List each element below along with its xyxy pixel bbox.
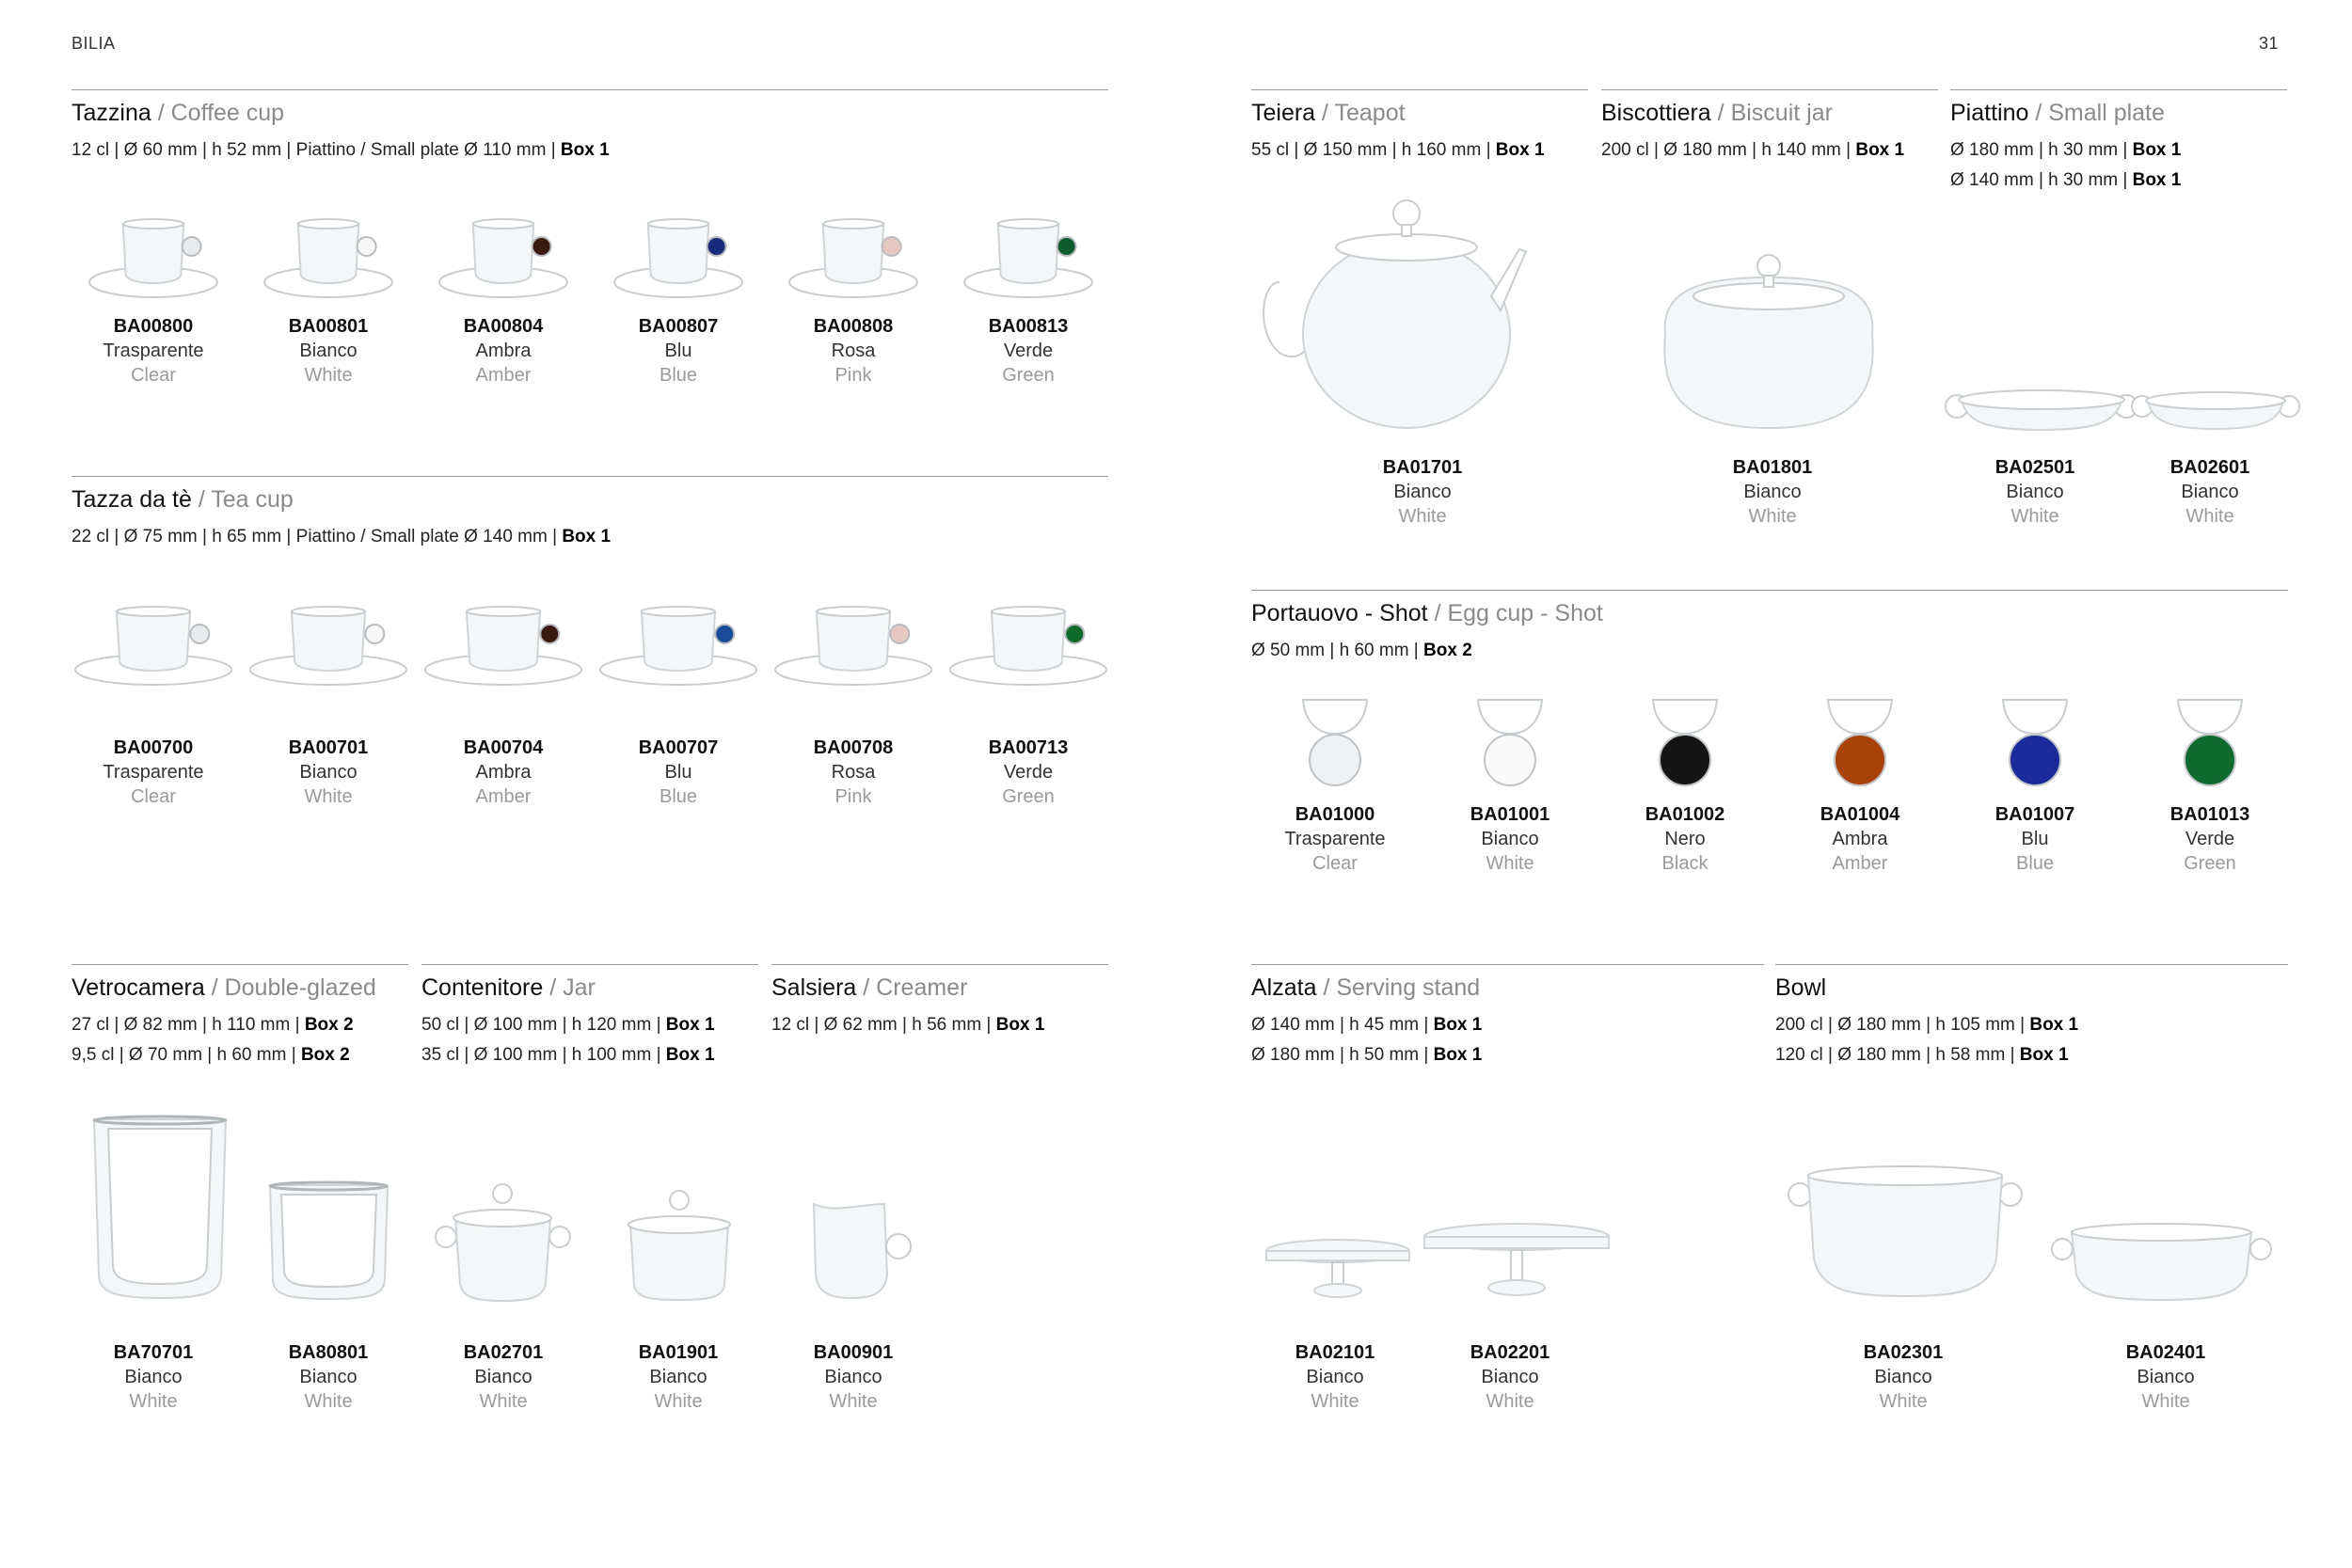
section-spec: 200 cl | Ø 180 mm | h 140 mm | Box 1 <box>1601 140 1905 160</box>
product-color-it: Ambra <box>1832 829 1888 849</box>
product-color-it: Verde <box>1003 762 1054 783</box>
egg-cup-image <box>2172 694 2248 788</box>
cup-body <box>823 224 883 283</box>
product-color-it: Bianco <box>1743 482 1802 502</box>
cup-rim <box>992 607 1065 616</box>
section-spec: Ø 50 mm | h 60 mm | Box 2 <box>1251 641 1472 660</box>
handle-knob <box>183 237 201 256</box>
handle-knob <box>707 237 726 256</box>
handle-knob <box>540 625 559 643</box>
section-divider <box>72 476 1108 477</box>
product-card <box>69 736 238 809</box>
product-code: BA02601 <box>2169 457 2250 478</box>
biscuit-jar-image <box>1651 249 1886 437</box>
section-contenitore <box>421 964 758 1070</box>
handle-knob <box>882 237 901 256</box>
cup-rim <box>467 607 540 616</box>
section-tazza-da-te <box>72 476 1108 552</box>
jar-small-image <box>623 1187 736 1302</box>
product-card <box>1425 1340 1595 1414</box>
tea-cup-image <box>248 594 427 698</box>
section-vetrocamera <box>72 964 408 1070</box>
product-color-it: Bianco <box>299 341 358 361</box>
section-spec: Ø 180 mm | h 30 mm | Box 1 Ø 140 mm | h 30 mm | Box 1 <box>1950 140 2182 190</box>
product-color-en: Pink <box>834 786 872 807</box>
cup-rim <box>648 219 708 229</box>
product-card <box>2125 802 2295 876</box>
section-title: Piattino / Small plate <box>1950 100 2165 126</box>
product-code: BA01007 <box>1994 804 2075 825</box>
product-color-it: Blu <box>664 341 692 361</box>
section-teiera <box>1251 89 1588 166</box>
section-divider <box>1251 964 1764 965</box>
section-divider <box>72 964 408 965</box>
product-color-it: Ambra <box>475 762 532 783</box>
tea-cup-image <box>423 594 602 698</box>
product-code: BA01004 <box>1820 804 1900 825</box>
double-glazed-tall-image <box>89 1115 230 1303</box>
product-card <box>244 314 413 388</box>
egg-cup-base <box>1660 735 1710 785</box>
product-color-en: White <box>2185 506 2234 527</box>
product-color-en: Blue <box>659 786 698 807</box>
product-card <box>1425 802 1595 876</box>
product-code: BA01801 <box>1732 457 1813 478</box>
section-salsiera <box>771 964 1108 1040</box>
product-color-en: Green <box>1002 786 1055 807</box>
bowl-large-image <box>1788 1155 2023 1301</box>
cup-body <box>817 611 890 671</box>
egg-cup-top <box>1653 700 1717 734</box>
product-color-it: Nero <box>1664 829 1706 849</box>
bowl-small-image <box>2051 1213 2272 1303</box>
egg-cup-image <box>1822 694 1898 788</box>
product-code: BA01002 <box>1645 804 1725 825</box>
creamer-image <box>804 1199 917 1303</box>
teapot-image <box>1251 193 1534 437</box>
product-color-it: Bianco <box>824 1367 882 1387</box>
product-card <box>244 1340 413 1414</box>
product-color-en: White <box>1748 506 1797 527</box>
section-title: Tazzina / Coffee cup <box>72 100 285 126</box>
handle-knob <box>890 625 909 643</box>
product-code: BA00807 <box>638 316 719 337</box>
cup-body <box>992 611 1065 671</box>
section-spec: 200 cl | Ø 180 mm | h 105 mm | Box 1 120 cl | Ø 180 mm | h 58 mm | Box 1 <box>1775 1015 2079 1065</box>
product-color-en: Clear <box>1312 853 1358 874</box>
product-card <box>594 736 763 809</box>
section-spec: 12 cl | Ø 60 mm | h 52 mm | Piattino / Small plate Ø 110 mm | Box 1 <box>72 140 610 160</box>
jar-large-image <box>435 1180 571 1303</box>
product-code: BA00707 <box>638 737 719 758</box>
handle-knob <box>1057 237 1076 256</box>
section-title: Contenitore / Jar <box>421 974 596 1001</box>
product-code: BA00901 <box>813 1342 894 1363</box>
section-title: Vetrocamera / Double-glazed <box>72 974 376 1001</box>
product-color-it: Bianco <box>299 1367 358 1387</box>
cup-body <box>642 611 715 671</box>
cup-body <box>117 611 190 671</box>
cup-body <box>292 611 365 671</box>
egg-cup-base <box>1835 735 1885 785</box>
product-color-it: Bianco <box>1306 1367 1364 1387</box>
product-code: BA00701 <box>288 737 369 758</box>
egg-cup-top <box>1478 700 1542 734</box>
tea-cup-image <box>948 594 1127 698</box>
section-biscottiera <box>1601 89 1938 166</box>
egg-cup-base <box>2185 735 2235 785</box>
section-title: Alzata / Serving stand <box>1251 974 1481 1001</box>
product-code: BA00804 <box>463 316 544 337</box>
cup-rim <box>473 219 533 229</box>
product-code: BA80801 <box>288 1342 369 1363</box>
cup-rim <box>298 219 358 229</box>
product-color-en: White <box>129 1391 178 1412</box>
product-card <box>944 736 1113 809</box>
product-code: BA00704 <box>463 737 544 758</box>
product-color-en: Green <box>2184 853 2236 874</box>
product-code: BA00713 <box>988 737 1069 758</box>
egg-cup-top <box>2003 700 2067 734</box>
product-color-it: Bianco <box>299 762 358 783</box>
cup-body <box>473 224 533 283</box>
section-bowl <box>1775 964 2288 1070</box>
product-color-en: White <box>1311 1391 1359 1412</box>
serving-stand-large-image <box>1421 1218 1613 1305</box>
product-color-it: Trasparente <box>103 341 204 361</box>
coffee-cup-image <box>962 207 1113 310</box>
section-divider <box>1601 89 1938 90</box>
section-spec: 27 cl | Ø 82 mm | h 110 mm | Box 2 9,5 cl | Ø 70 mm | h 60 mm | Box 2 <box>72 1015 354 1065</box>
cup-body <box>648 224 708 283</box>
product-code: BA00800 <box>113 316 194 337</box>
product-card <box>1250 1340 1420 1414</box>
product-code: BA01013 <box>2169 804 2250 825</box>
handle-knob <box>358 237 376 256</box>
product-color-it: Bianco <box>474 1367 532 1387</box>
coffee-cup-image <box>612 207 763 310</box>
product-color-it: Bianco <box>1481 1367 1539 1387</box>
product-code: BA01000 <box>1295 804 1375 825</box>
cup-body <box>467 611 540 671</box>
section-spec: 12 cl | Ø 62 mm | h 56 mm | Box 1 <box>771 1015 1045 1035</box>
product-color-it: Bianco <box>124 1367 183 1387</box>
product-color-it: Bianco <box>2181 482 2239 502</box>
product-color-it: Rosa <box>831 341 876 361</box>
product-color-en: White <box>1486 853 1534 874</box>
product-color-it: Blu <box>2021 829 2049 849</box>
tea-cup-image <box>598 594 777 698</box>
product-card <box>769 1340 938 1414</box>
section-divider <box>72 89 1108 90</box>
section-divider <box>1251 89 1588 90</box>
double-glazed-short-image <box>265 1180 392 1303</box>
egg-cup-image <box>1472 694 1548 788</box>
egg-cup-top <box>2178 700 2242 734</box>
section-divider <box>1950 89 2287 90</box>
handle-knob <box>1065 625 1084 643</box>
product-color-en: White <box>1486 1391 1534 1412</box>
product-color-it: Ambra <box>475 341 532 361</box>
cup-rim <box>117 607 190 616</box>
product-code: BA01001 <box>1470 804 1550 825</box>
product-color-it: Bianco <box>1393 482 1452 502</box>
product-color-en: White <box>304 1391 353 1412</box>
product-code: BA70701 <box>113 1342 194 1363</box>
product-card <box>769 736 938 809</box>
product-card <box>1950 455 2120 529</box>
product-card <box>1775 802 1945 876</box>
egg-cup-base <box>2010 735 2060 785</box>
product-code: BA00708 <box>813 737 894 758</box>
serving-stand-small-image <box>1261 1234 1416 1305</box>
product-color-en: Clear <box>131 786 176 807</box>
egg-cup-base <box>1485 735 1535 785</box>
egg-cup-image <box>1297 694 1373 788</box>
cup-rim <box>292 607 365 616</box>
product-color-it: Rosa <box>831 762 876 783</box>
coffee-cup-image <box>87 207 238 310</box>
product-card <box>1950 802 2120 876</box>
coffee-cup-image <box>437 207 588 310</box>
tea-cup-image <box>773 594 952 698</box>
product-color-en: White <box>1879 1391 1928 1412</box>
product-color-it: Bianco <box>1481 829 1539 849</box>
section-alzata <box>1251 964 1764 1070</box>
cup-rim <box>998 219 1058 229</box>
section-divider <box>421 964 758 965</box>
section-portauovo <box>1251 590 2288 666</box>
product-card <box>1338 455 1507 529</box>
section-spec: 50 cl | Ø 100 mm | h 120 mm | Box 1 35 cl | Ø 100 mm | h 100 mm | Box 1 <box>421 1015 715 1065</box>
cup-rim <box>817 607 890 616</box>
section-spec: Ø 140 mm | h 45 mm | Box 1 Ø 180 mm | h 50 mm | Box 1 <box>1251 1015 1483 1065</box>
product-color-en: White <box>829 1391 878 1412</box>
small-plate-image-1 <box>1943 372 2140 437</box>
product-color-en: White <box>1398 506 1447 527</box>
product-color-it: Verde <box>2185 829 2235 849</box>
product-color-en: Pink <box>834 365 872 386</box>
product-card <box>594 314 763 388</box>
product-color-en: Blue <box>2015 853 2055 874</box>
product-color-en: Amber <box>475 365 532 386</box>
product-card <box>769 314 938 388</box>
section-title: Tazza da tè / Tea cup <box>72 486 294 513</box>
product-color-it: Verde <box>1003 341 1054 361</box>
product-color-en: Black <box>1661 853 1708 874</box>
tea-cup-image <box>73 594 252 698</box>
product-code: BA01901 <box>638 1342 719 1363</box>
product-code: BA02201 <box>1470 1342 1550 1363</box>
product-color-it: Trasparente <box>1284 829 1386 849</box>
product-color-en: White <box>304 365 353 386</box>
section-piattino <box>1950 89 2287 196</box>
product-color-en: Amber <box>1832 853 1888 874</box>
cup-rim <box>642 607 715 616</box>
product-color-en: White <box>2010 506 2059 527</box>
product-card <box>944 314 1113 388</box>
egg-cup-base <box>1310 735 1360 785</box>
product-card <box>419 736 588 809</box>
egg-cup-image <box>1997 694 2073 788</box>
handle-knob <box>532 237 551 256</box>
section-title: Portauovo - Shot / Egg cup - Shot <box>1251 600 1603 626</box>
product-card <box>1819 1340 1988 1414</box>
product-code: BA02401 <box>2125 1342 2206 1363</box>
product-color-en: White <box>2141 1391 2190 1412</box>
product-code: BA01701 <box>1382 457 1463 478</box>
product-color-en: Clear <box>131 365 176 386</box>
handle-knob <box>190 625 209 643</box>
product-color-it: Blu <box>664 762 692 783</box>
handle-knob <box>715 625 734 643</box>
section-title: Bowl <box>1775 974 1827 1001</box>
product-color-en: White <box>479 1391 528 1412</box>
product-code: BA02701 <box>463 1342 544 1363</box>
cup-body <box>123 224 183 283</box>
product-color-en: White <box>654 1391 703 1412</box>
product-card <box>1250 802 1420 876</box>
product-code: BA02301 <box>1863 1342 1944 1363</box>
product-color-en: Blue <box>659 365 698 386</box>
section-spec: 22 cl | Ø 75 mm | h 65 mm | Piattino / Small plate Ø 140 mm | Box 1 <box>72 527 612 546</box>
product-color-it: Bianco <box>2137 1367 2195 1387</box>
product-code: BA00808 <box>813 316 894 337</box>
coffee-cup-image <box>787 207 938 310</box>
product-color-en: Green <box>1002 365 1055 386</box>
cup-body <box>998 224 1058 283</box>
cup-rim <box>123 219 183 229</box>
section-divider <box>771 964 1108 965</box>
egg-cup-top <box>1828 700 1892 734</box>
product-card <box>1600 802 1770 876</box>
product-color-it: Bianco <box>1874 1367 1932 1387</box>
section-tazzina <box>72 89 1108 166</box>
product-card <box>69 314 238 388</box>
product-color-it: Bianco <box>649 1367 707 1387</box>
product-color-en: Amber <box>475 786 532 807</box>
product-code: BA02501 <box>1994 457 2075 478</box>
coffee-cup-image <box>262 207 413 310</box>
section-title: Biscottiera / Biscuit jar <box>1601 100 1833 126</box>
small-plate-image-2 <box>2131 374 2300 435</box>
product-card <box>419 1340 588 1414</box>
cup-rim <box>823 219 883 229</box>
egg-cup-top <box>1303 700 1367 734</box>
product-card <box>1688 455 1857 529</box>
product-code: BA00700 <box>113 737 194 758</box>
page-number: 31 <box>2258 34 2279 53</box>
product-card <box>594 1340 763 1414</box>
section-divider <box>1775 964 2288 965</box>
section-divider <box>1251 590 2288 591</box>
cup-body <box>298 224 358 283</box>
section-spec: 55 cl | Ø 150 mm | h 160 mm | Box 1 <box>1251 140 1545 160</box>
product-card <box>2125 455 2295 529</box>
product-card <box>69 1340 238 1414</box>
section-title: Teiera / Teapot <box>1251 100 1406 126</box>
product-color-it: Trasparente <box>103 762 204 783</box>
product-card <box>419 314 588 388</box>
product-color-it: Bianco <box>2006 482 2064 502</box>
product-card <box>2081 1340 2250 1414</box>
handle-knob <box>365 625 384 643</box>
section-title: Salsiera / Creamer <box>771 974 968 1001</box>
product-code: BA00813 <box>988 316 1069 337</box>
product-card <box>244 736 413 809</box>
product-code: BA02101 <box>1295 1342 1375 1363</box>
brand-header: BILIA <box>72 34 116 53</box>
egg-cup-image <box>1647 694 1723 788</box>
product-color-en: White <box>304 786 353 807</box>
product-code: BA00801 <box>288 316 369 337</box>
